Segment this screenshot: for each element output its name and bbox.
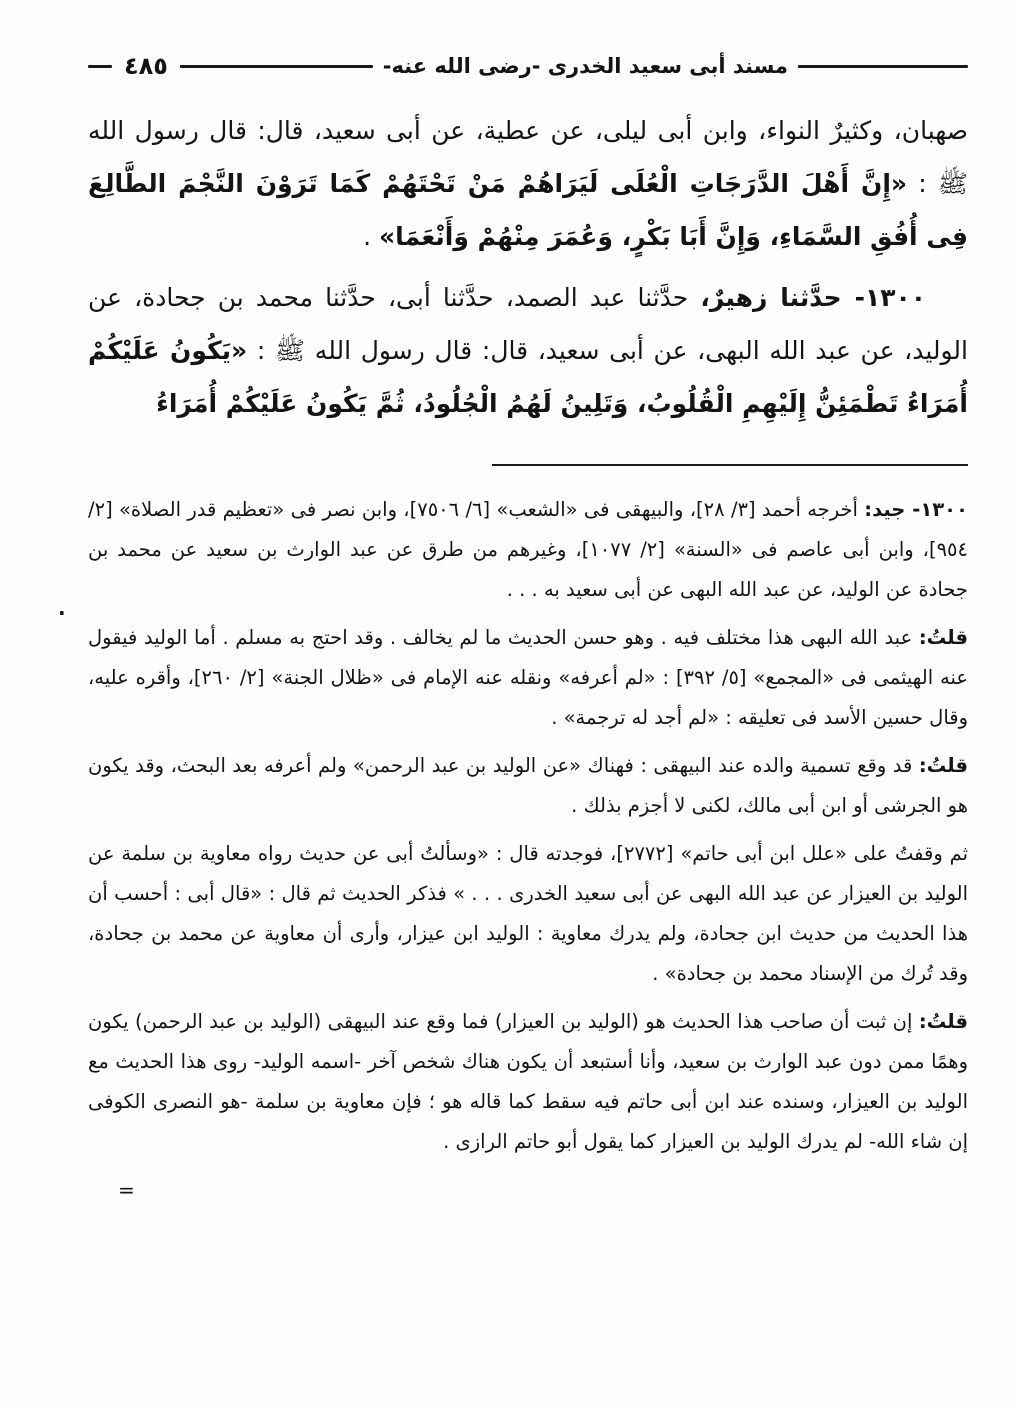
isnad-text: صهبان، وكثيرٌ النواء، وابن أبى ليلى، عن عطية، عن أبى سعيد، قال: قال رسول الله ﷺ :: [88, 116, 968, 198]
header-rule-left: [180, 65, 373, 68]
footnote-text: أخرجه أحمد [٣/ ٢٨]، والبيهقى فى «الشعب» [٦/ ٧٥٠٦]، وابن نصر فى «تعظيم قدر الصلاة» [٢/ ٩٥٤]، وابن أبى عاصم فى «السنة» [٢/ ١٠٧٧]، وغيرهم من طرق عن عبد الوارث بن سعيد عن محمد بن جحادة عن الوليد، عن عبد الله البهى عن أبى سعيد به . . .: [88, 498, 968, 601]
qultu-lead: قلتُ:: [918, 753, 968, 777]
footnotes: [88, 490, 968, 1211]
main-text: [88, 104, 968, 430]
footnote-text: عبد الله البهى هذا مختلف فيه . وهو حسن الحديث ما لم يخالف . وقد احتج به مسلم . أما الوليد فيقول عنه الهيثمى فى «المجمع» [٥/ ٣٩٢] : «لم أعرفه» ونقله عنه الإمام فى «ظلال الجنة» [٢/ ٢٦٠]، وأقره عليه، وقال حسين الأسد فى تعليقه : «لم أجد له ترجمة» .: [88, 625, 968, 729]
hadith-paragraph-1300: [88, 271, 968, 430]
page-title: مسند أبى سعيد الخدرى -رضى الله عنه-: [382, 54, 788, 78]
footnote-text: ثم وقفتُ على «علل ابن أبى حاتم» [٢٧٧٢]، فوجدته قال : «وسألتُ أبى عن حديث رواه معاوية بن سلمة عن الوليد بن العيزار عن عبد الله البهى عن أبى سعيد الخدرى . . . » فذكر الحديث ثم قال : «قال أبى : أحسب أن هذا الحديث من حديث ابن جحادة، ولم يدرك معاوية : الوليد ابن عيزار، وأرى أن معاوية عن محمد بن جحادة، وقد تُرك من الإسناد محمد بن جحادة» .: [88, 841, 969, 985]
footnote-comment-4: [88, 1002, 968, 1162]
header-rule-edge: [88, 65, 112, 68]
footnote-text: إن ثبت أن صاحب هذا الحديث هو (الوليد بن العيزار) فما وقع عند البيهقى (الوليد بن عبد الرحمن) يكون وهمًا ممن دون عبد الوارث بن سعيد، وأنا أستبعد أن يكون هناك شخص آخر -اسمه الوليد- روى هذا الحديث مع الوليد بن العيزار، وسنده عند ابن أبى حاتم فيه سقط كما قاله هو ؛ فإن معاوية بن سلمة -هو النصرى الكوفى إن شاء الله- لم يدرك الوليد بن العيزار كما يقول أبو حاتم الرازى .: [88, 1009, 968, 1153]
hadith-matn-text: «إِنَّ أَهْلَ الدَّرَجَاتِ الْعُلَى لَيَرَاهُمْ مَنْ تَحْتَهُمْ كَمَا تَرَوْنَ النَّجْمَ الطَّالِعَ فِى أُفُقِ السَّمَاءِ، وَإِنَّ أَبَا بَكْرٍ، وَعُمَرَ مِنْهُمْ وَأَنْعَمَا»: [88, 169, 968, 251]
hadith-matn-text: «يَكُونُ عَلَيْكُمْ أُمَرَاءُ تَطْمَئِنُّ إِلَيْهِمِ الْقُلُوبُ، وَتَلِينُ لَهُمُ الْجُلُودُ، ثُمَّ يَكُونُ عَلَيْكُمْ أُمَرَاءُ: [88, 336, 968, 418]
qultu-lead: قلتُ:: [918, 1009, 968, 1033]
continuation-mark: =: [118, 1177, 135, 1202]
sentence-period: .: [363, 222, 380, 251]
hadith-paragraph-1299-continuation: [88, 104, 968, 263]
isnad-text: حدَّثنا عبد الصمد، حدَّثنا أبى، حدَّثنا محمد بن جحادة، عن الوليد، عن عبد الله البهى، عن أبى سعيد، قال: قال رسول الله ﷺ :: [88, 283, 969, 365]
page-header: [88, 54, 968, 78]
qultu-lead: قلتُ:: [918, 625, 968, 649]
header-rule-right: [798, 65, 968, 68]
footnote-comment-2: [88, 746, 968, 826]
footnote-comment-3: [88, 834, 968, 994]
footnote-comment-1: [88, 618, 968, 738]
footnote-separator: [492, 464, 968, 466]
footnote-number-grade: ١٣٠٠- جيد:: [864, 498, 968, 521]
footnote-takhrij: [88, 490, 968, 610]
page-number: ٤٨٥: [124, 52, 168, 80]
margin-mark: .: [58, 596, 66, 620]
hadith-number: ١٣٠٠- حدَّثنا زهيرٌ،: [700, 283, 927, 312]
footnote-text: قد وقع تسمية والده عند البيهقى : فهناك «عن الوليد بن عبد الرحمن» ولم أعرفه بعد البحث، وقد يكون هو الجرشى أو ابن أبى مالك، لكنى لا أجزم بذلك .: [88, 753, 968, 817]
